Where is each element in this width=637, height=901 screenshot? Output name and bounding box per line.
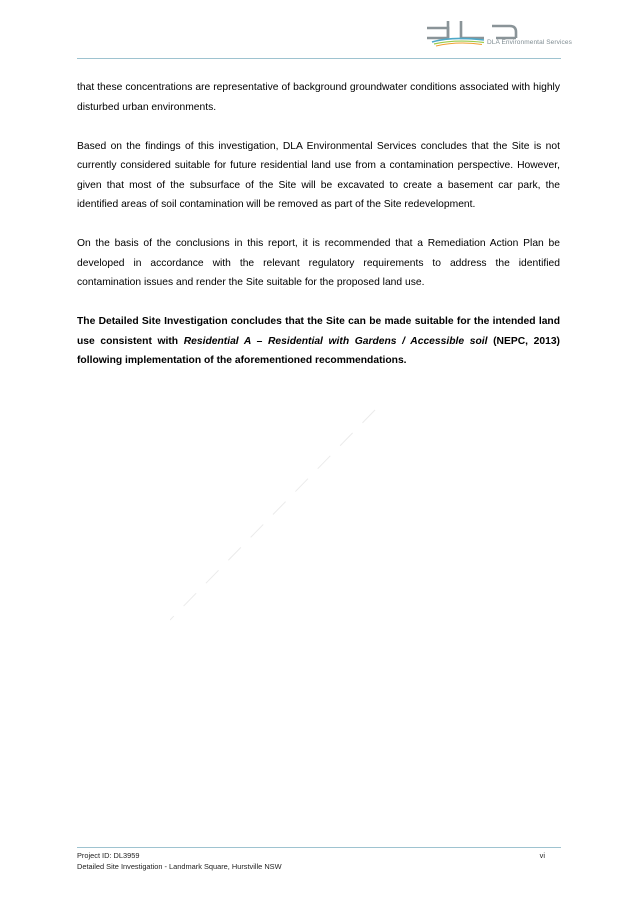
dla-logo-mark xyxy=(424,18,558,54)
paragraph-conclusion xyxy=(77,312,560,371)
footer-divider xyxy=(77,847,561,848)
paragraph-findings: Based on the findings of this investigation, DLA Environmental Services concludes that the Site is not currently considered suitable for future residential land use from a contamination perspective. However, given that most of the subsurface of the Site will be excavated to create a basement car park, the identified areas of soil contamination will be removed as part of the Site redevelopment. xyxy=(77,140,560,210)
conclusion-land-use-italic: Residential A – Residential with Gardens / Accessible soil xyxy=(183,335,488,347)
footer xyxy=(77,850,561,872)
footer-report-title: Detailed Site Investigation - Landmark Square, Hurstville NSW xyxy=(77,862,282,871)
document-body xyxy=(77,78,560,390)
dla-logo xyxy=(424,18,572,54)
faint-watermark xyxy=(170,405,171,406)
page-number: vi xyxy=(539,851,545,860)
watermark-lines xyxy=(170,405,390,635)
conclusion-text-b: (NEPC, 2013) following implementation of the aforementioned recommendations. xyxy=(77,335,560,366)
paragraph-recommendation: On the basis of the conclusions in this report, it is recommended that a Remediation Action Plan be developed in accordance with the relevant regulatory requirements to address the identified contamination issues and render the Site suitable for the proposed land use. xyxy=(77,238,560,288)
logo-subtitle: DLA Environmental Services xyxy=(487,39,572,46)
conclusion-text-a: The Detailed Site Investigation concludes that the Site can be made suitable for the intended land use consistent with xyxy=(77,316,560,347)
footer-project-id: Project ID: DL3959 xyxy=(77,851,140,860)
paragraph-groundwater: that these concentrations are representative of background groundwater conditions associated with highly disturbed urban environments. xyxy=(77,82,560,113)
header-divider xyxy=(77,58,561,59)
